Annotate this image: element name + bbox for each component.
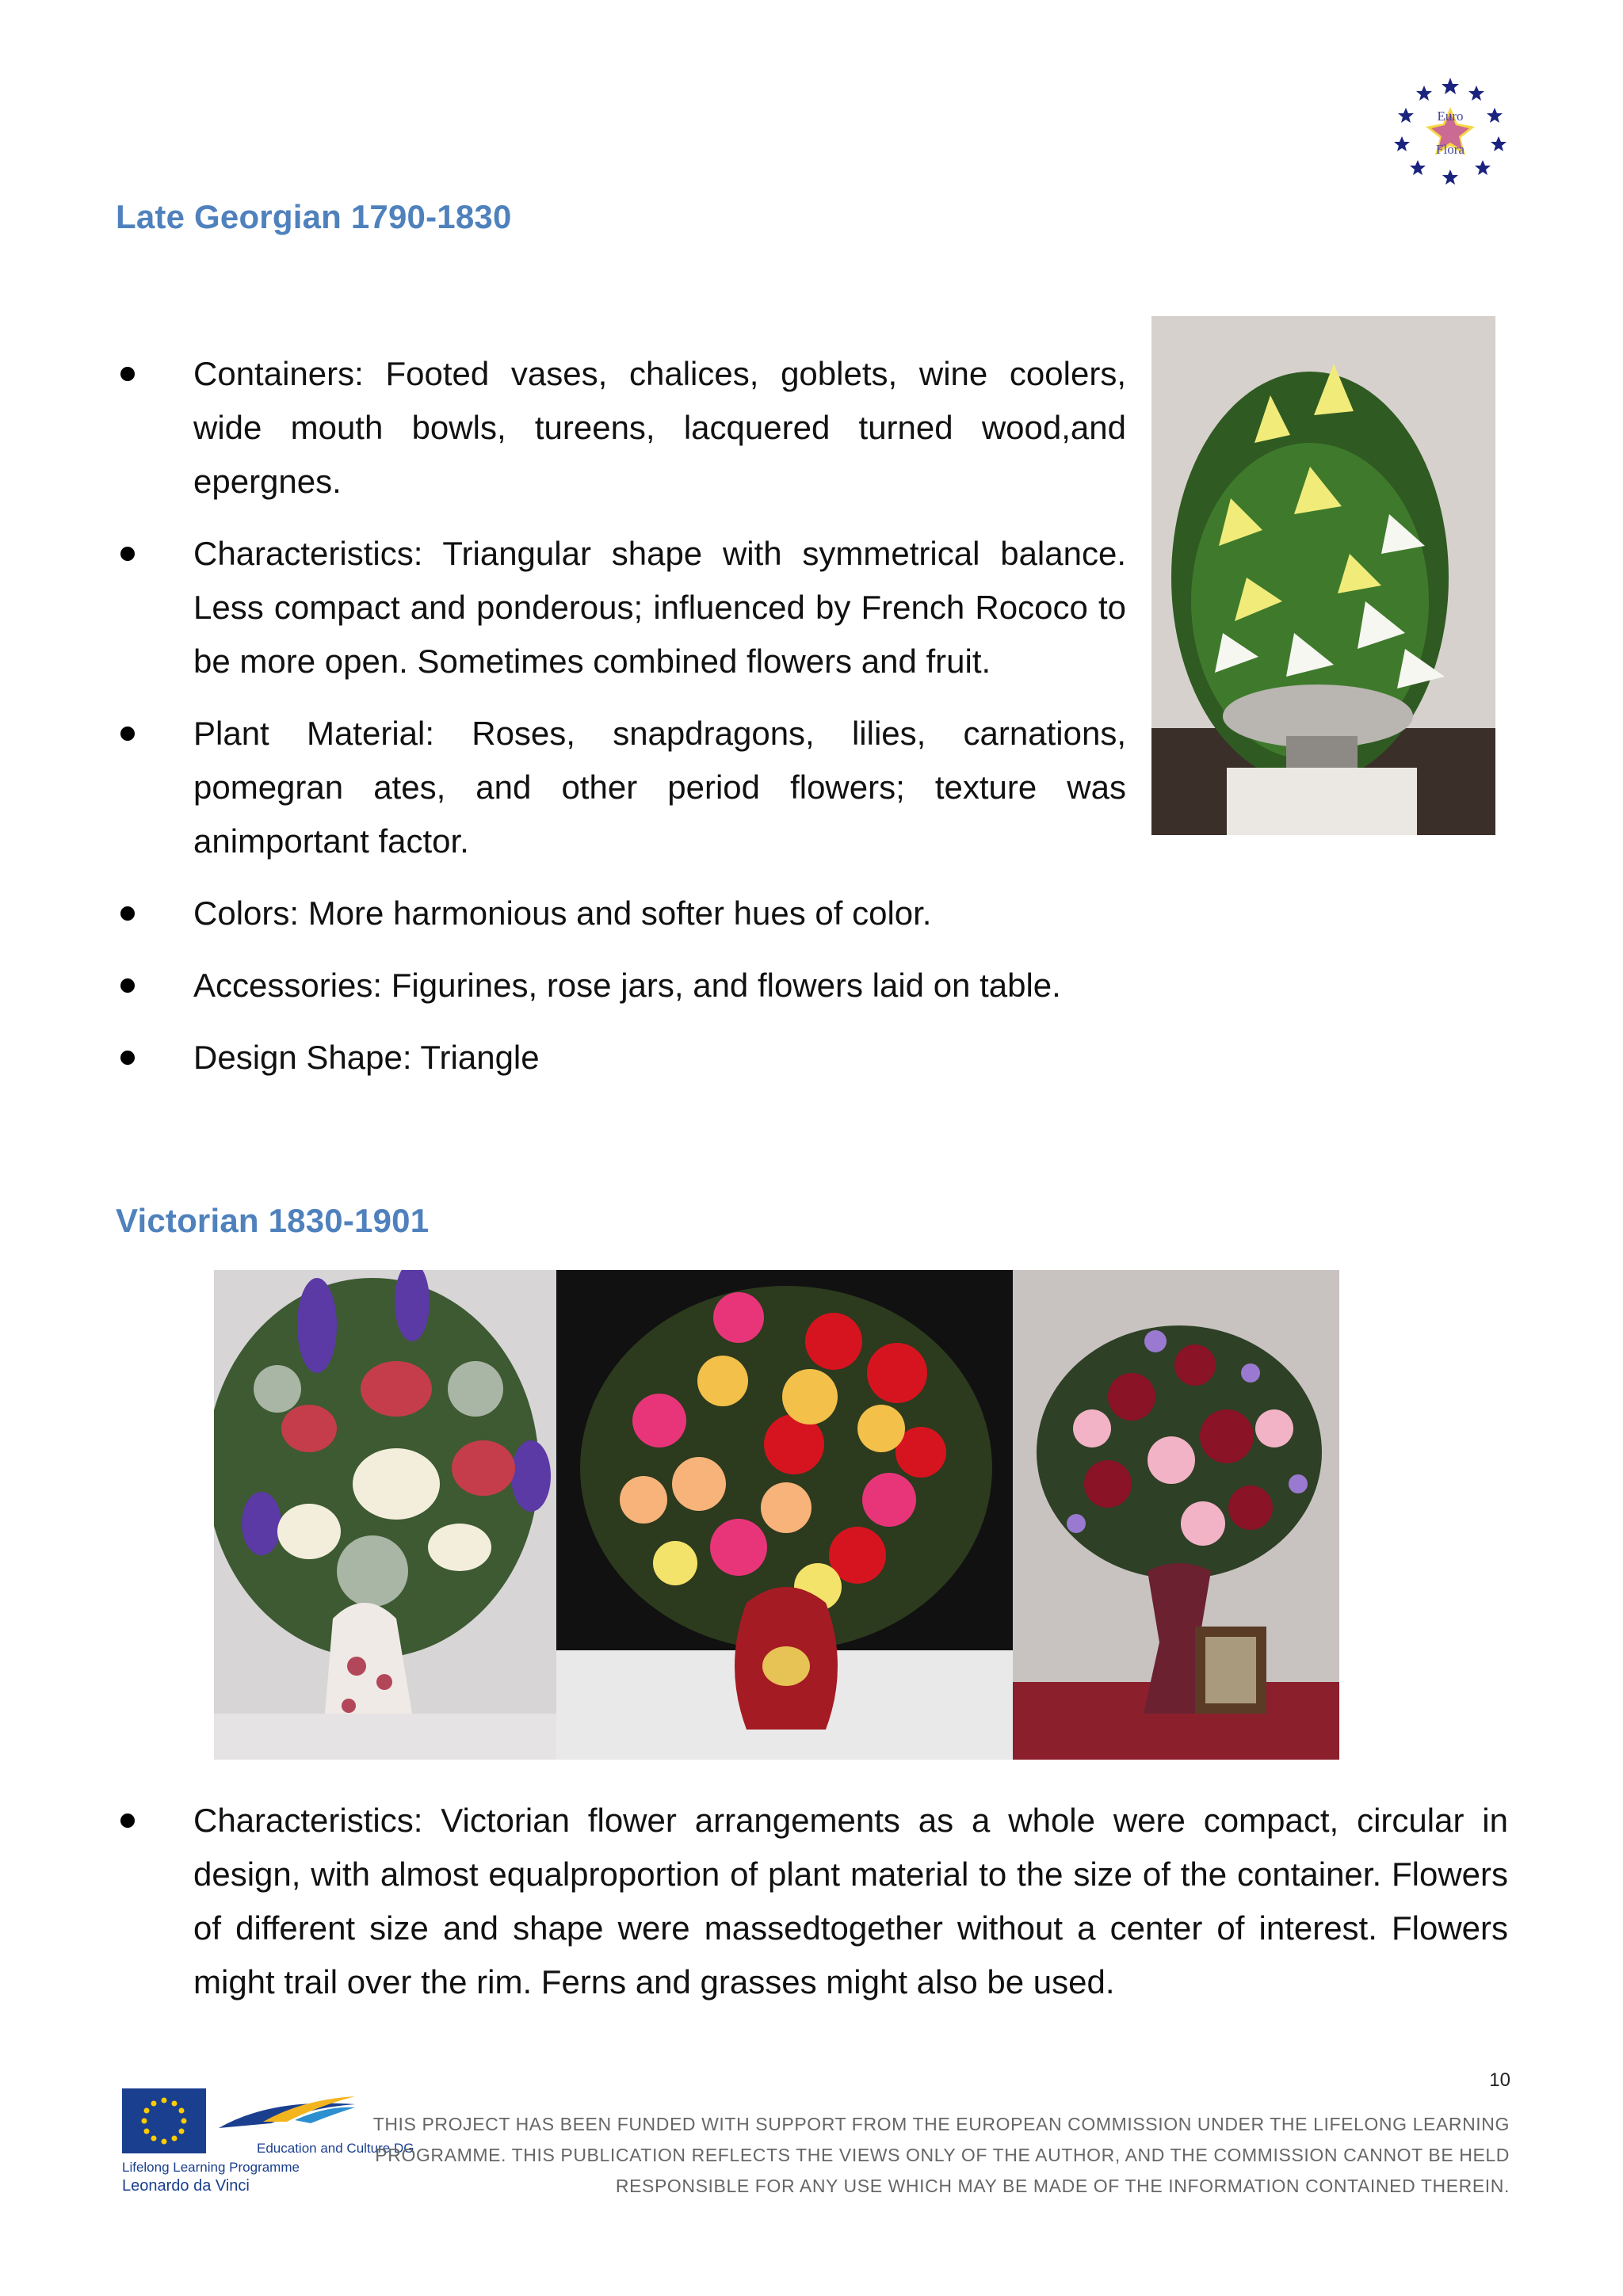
llp-label: Lifelong Learning Programme [122,2160,300,2175]
eu-programme-logo [117,2076,414,2195]
dg-label: Education and Culture DG [257,2141,414,2156]
education-culture-swoosh-icon [216,2090,358,2138]
list-item: Plant Material: Roses, snapdragons, lilies, carnations, pomegran ates, and other period flowers; texture was animportant factor. [116,707,1126,868]
bullet-icon [120,1051,135,1065]
late-georgian-bullet-list [116,347,1126,1103]
section-heading-late-georgian: Late Georgian 1790-1830 [116,198,512,235]
late-georgian-arrangement-photo [1151,316,1495,835]
list-item: Containers: Footed vases, chalices, goblets, wine coolers, wide mouth bowls, tureens, lacquered turned wood,and epergnes. [116,347,1126,509]
page-number: 10 [1489,2069,1510,2091]
list-item: Characteristics: Triangular shape with symmetrical balance. Less compact and ponderous; influenced by French Rococo to be more open. Sometimes combined flowers and fruit. [116,527,1126,688]
euroflora-logo-icon [1391,71,1510,190]
list-item: Colors: More harmonious and softer hues of color. [116,887,1126,940]
victorian-arrangement-photo-1 [214,1270,556,1760]
bullet-icon [120,1814,135,1828]
svg-text:Euro: Euro [1437,109,1464,124]
list-item: Characteristics: Victorian flower arrangements as a whole were compact, circular in design, with almost equalproportion of plant material to the size of the container. Flowers of different size and shape were massedtogether without a center of interest. Flowers might trail over the rim. Ferns and grasses might also be used. [116,1794,1508,2009]
bullet-icon [120,367,135,381]
victorian-photo-strip [214,1270,1339,1760]
ldv-label: Leonardo da Vinci [122,2177,250,2195]
list-item: Design Shape: Triangle [116,1031,1126,1085]
funding-disclaimer: THIS PROJECT HAS BEEN FUNDED WITH SUPPORT FROM THE EUROPEAN COMMISSION UNDER THE LIFELONG LEARNING PROGRAMME. THIS PUBLICATION REFLECTS THE VIEWS ONLY OF THE AUTHOR, AND THE COMMISSION CANNOT BE HELD RESPONSIBLE FOR ANY USE WHICH MAY BE MADE OF THE INFORMATION CONTAINED THEREIN. [372,2114,1510,2196]
euroflora-logo [1391,71,1510,190]
eu-flag-icon [122,2088,206,2153]
bullet-icon [120,906,135,921]
victorian-arrangement-photo-2 [556,1270,1013,1760]
bullet-icon [120,727,135,741]
section-heading-victorian: Victorian 1830-1901 [116,1202,430,1239]
svg-text:Flora: Flora [1436,142,1465,157]
victorian-bullet-list [116,1794,1508,2027]
list-item: Accessories: Figurines, rose jars, and flowers laid on table. [116,959,1126,1013]
bullet-icon [120,547,135,561]
victorian-arrangement-photo-3 [1013,1270,1339,1760]
bullet-icon [120,978,135,993]
